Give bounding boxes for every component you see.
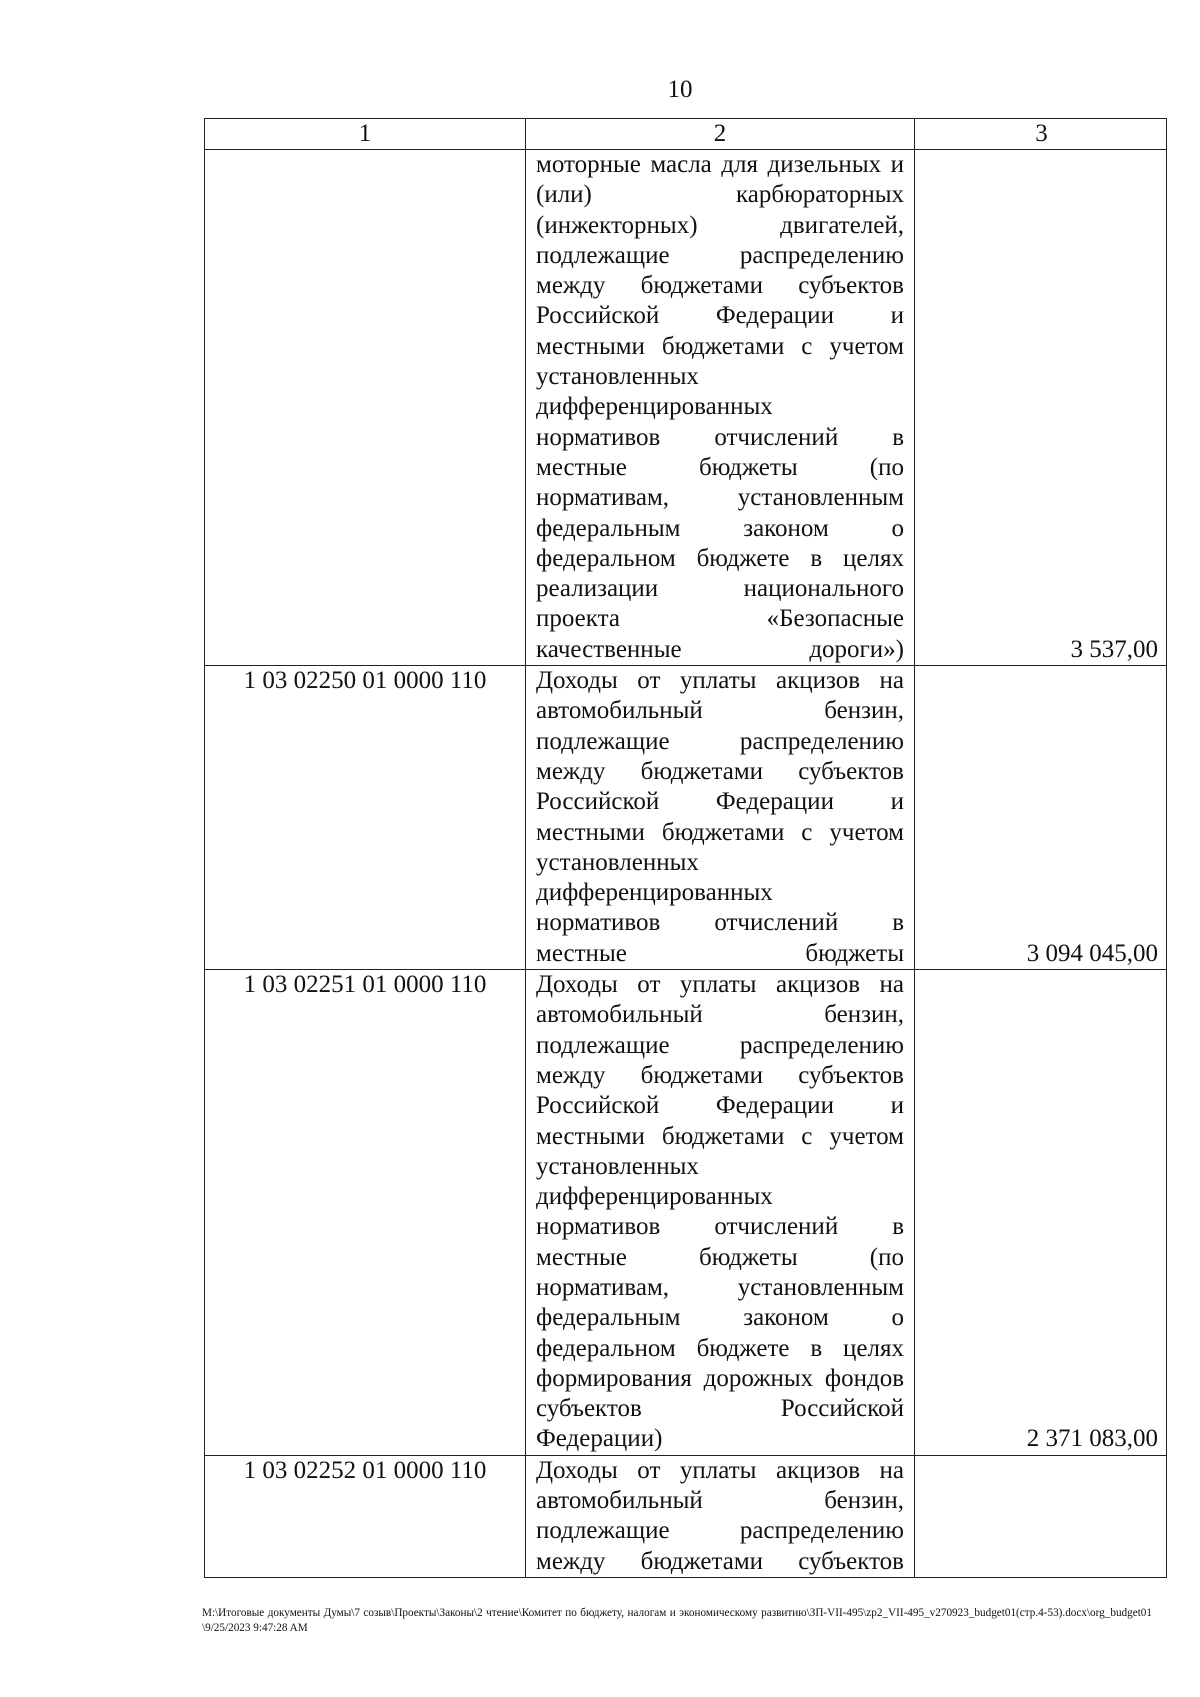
description-line: качественные дороги») xyxy=(536,635,904,663)
header-cell-3: 3 xyxy=(915,119,1167,150)
description-line: нормативам, установленным xyxy=(536,1273,904,1301)
description-cell xyxy=(526,666,915,970)
budget-code-cell: 1 03 02252 01 0000 110 xyxy=(205,1455,526,1577)
description-line: между бюджетами субъектов xyxy=(536,757,904,785)
description-line: автомобильный бензин, xyxy=(536,1001,904,1029)
description-line: подлежащие распределению xyxy=(536,1031,904,1059)
amount-cell: 2 371 083,00 xyxy=(915,970,1167,1456)
description-cell xyxy=(526,150,915,666)
description-line: Доходы от уплаты акцизов на xyxy=(536,667,904,695)
page-number: 10 xyxy=(667,76,693,103)
description-line: нормативов отчислений в xyxy=(536,909,904,937)
description-line: Российской Федерации и xyxy=(536,1092,904,1120)
description-line: нормативам, установленным xyxy=(536,484,904,512)
description-line: Российской Федерации и xyxy=(536,788,904,816)
description-line: моторные масла для дизельных и xyxy=(536,151,904,178)
description-line: проекта «Безопасные xyxy=(536,605,904,633)
document-path-footer: M:\Итоговые документы Думы\7 созыв\Проекты\Законы\2 чтение\Комитет по бюджету, налогам и экономическому развитию\ЗП-VII-495\zp2_VII-495_v270923_budget01(стр.4-53).docx\org_budget01\9/25/2023 9:47:28 AM xyxy=(202,1607,1152,1634)
description-line: дифференцированных xyxy=(536,879,773,907)
table-header-row xyxy=(205,119,1167,150)
description-line: (или) карбюраторных xyxy=(536,181,904,209)
description-line: федеральным законом о xyxy=(536,514,904,542)
header-cell-1: 1 xyxy=(205,119,526,150)
description-line: нормативов отчислений в xyxy=(536,423,904,451)
description-cell xyxy=(526,970,915,1456)
budget-code-cell xyxy=(205,150,526,666)
description-line: местными бюджетами с учетом xyxy=(536,818,904,846)
description-line: между бюджетами субъектов xyxy=(536,1547,904,1575)
description-line: Федерации) xyxy=(536,1425,663,1453)
description-line: дифференцированных xyxy=(536,393,773,421)
description-line: автомобильный бензин, xyxy=(536,697,904,725)
description-line: Доходы от уплаты акцизов на xyxy=(536,1456,904,1484)
description-line: установленных xyxy=(536,1152,699,1180)
description-line: (инжекторных) двигателей, xyxy=(536,211,904,239)
description-line: местные бюджеты (по xyxy=(536,453,904,481)
table-row xyxy=(205,1455,1167,1577)
table-row xyxy=(205,666,1167,970)
description-line: реализации национального xyxy=(536,575,904,603)
description-line: дифференцированных xyxy=(536,1183,773,1211)
budget-code-cell: 1 03 02250 01 0000 110 xyxy=(205,666,526,970)
description-line: нормативов отчислений в xyxy=(536,1213,904,1241)
budget-table xyxy=(204,118,1167,1578)
description-line: Российской Федерации и xyxy=(536,302,904,330)
description-line: подлежащие распределению xyxy=(536,1517,904,1545)
table-row xyxy=(205,150,1167,666)
description-line: подлежащие распределению xyxy=(536,241,904,269)
budget-code-cell: 1 03 02251 01 0000 110 xyxy=(205,970,526,1456)
description-line: формирования дорожных фондов xyxy=(536,1364,904,1392)
description-line: между бюджетами субъектов xyxy=(536,272,904,300)
description-line: федеральном бюджете в целях xyxy=(536,544,904,572)
description-line: установленных xyxy=(536,363,699,391)
amount-cell: 3 094 045,00 xyxy=(915,666,1167,970)
description-line: местные бюджеты xyxy=(536,939,904,967)
description-line: местными бюджетами с учетом xyxy=(536,332,904,360)
table-row xyxy=(205,970,1167,1456)
amount-cell: 3 537,00 xyxy=(915,150,1167,666)
description-line: местные бюджеты (по xyxy=(536,1243,904,1271)
description-line: автомобильный бензин, xyxy=(536,1487,904,1515)
description-cell xyxy=(526,1455,915,1577)
description-line: федеральном бюджете в целях xyxy=(536,1334,904,1362)
description-line: субъектов Российской xyxy=(536,1395,904,1423)
description-line: местными бюджетами с учетом xyxy=(536,1122,904,1150)
description-line: Доходы от уплаты акцизов на xyxy=(536,971,904,999)
header-cell-2: 2 xyxy=(526,119,915,150)
description-line: между бюджетами субъектов xyxy=(536,1061,904,1089)
description-line: федеральным законом о xyxy=(536,1304,904,1332)
amount-cell xyxy=(915,1455,1167,1577)
description-line: подлежащие распределению xyxy=(536,727,904,755)
description-line: установленных xyxy=(536,848,699,876)
